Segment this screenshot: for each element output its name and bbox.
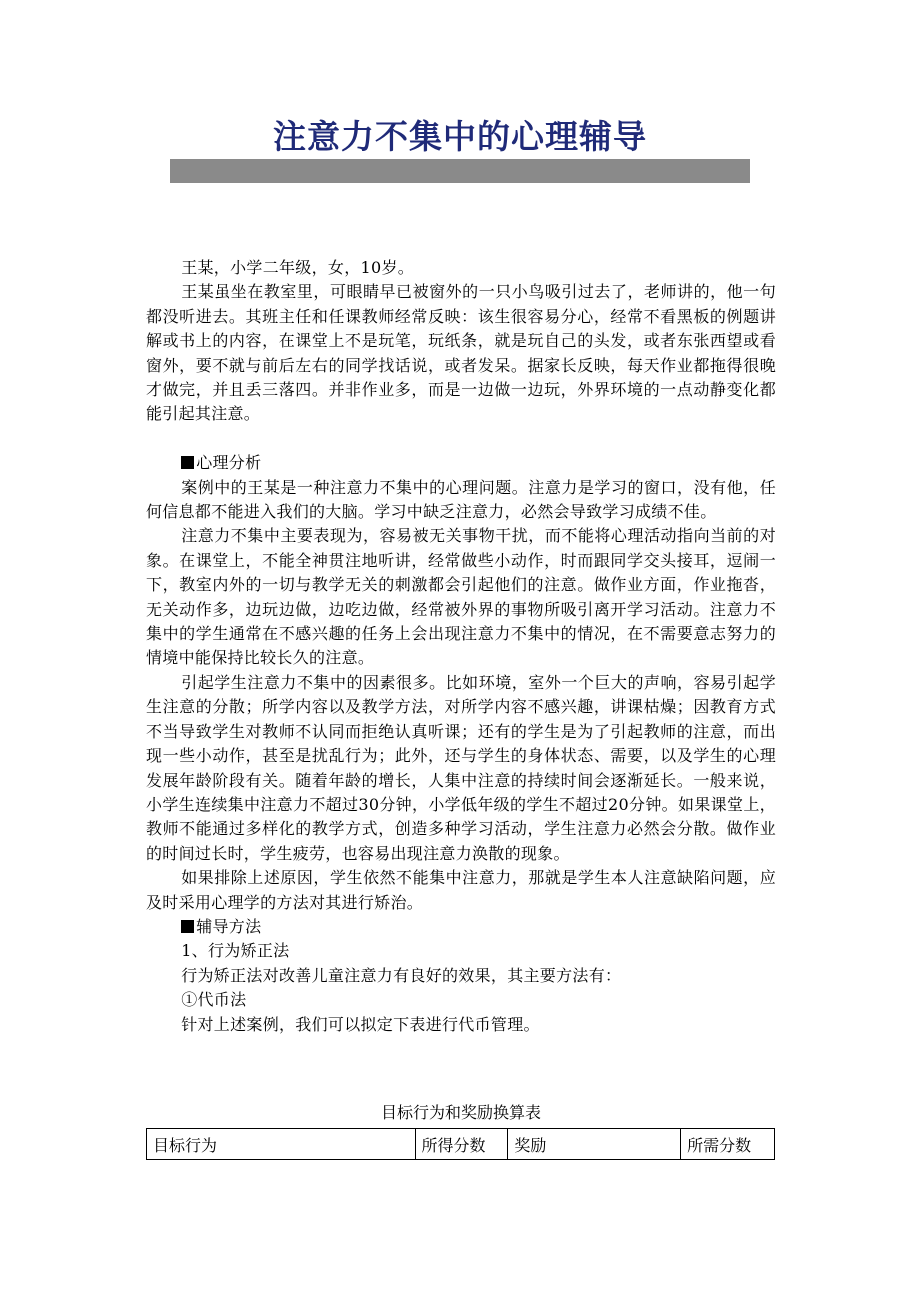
method-line: 针对上述案例，我们可以拟定下表进行代币管理。: [181, 1014, 540, 1034]
table-header-cell: 所得分数: [415, 1129, 508, 1160]
document-body: [146, 256, 776, 1037]
section-heading-method: [146, 915, 776, 939]
square-bullet-icon: [181, 456, 194, 469]
page-title: 注意力不集中的心理辅导: [273, 117, 647, 156]
analysis-paragraph: 案例中的王某是一种注意力不集中的心理问题。注意力是学习的窗口，没有他，任何信息都不能进入我们的大脑。学习中缺乏注意力，必然会导致学习成绩不佳。: [146, 477, 776, 522]
table-caption: 目标行为和奖励换算表: [380, 1103, 541, 1122]
case-description: 王某虽坐在教室里，可眼睛早已被窗外的一只小鸟吸引过去了，老师讲的，他一句都没听进去。其班主任和任课教师经常反映：该生很容易分心，经常不看黑板的例题讲解或书上的内容，在课堂上不是玩笔，玩纸条，就是玩自己的头发，或者东张西望或看窗外，要不就与前后左右的同学找话说，或者发呆。据家长反映，每天作业都拖得很晚才做完，并且丢三落四。并非作业多，而是一边做一边玩，外界环境的一点动静变化都能引起其注意。: [146, 282, 776, 424]
section-heading-text: 心理分析: [196, 453, 262, 473]
blank-line: [146, 427, 776, 451]
reward-table: [146, 1128, 775, 1160]
method-line: ①代币法: [181, 990, 247, 1010]
method-line: 行为矫正法对改善儿童注意力有良好的效果，其主要方法有：: [181, 965, 622, 985]
analysis-paragraph: 注意力不集中主要表现为，容易被无关事物干扰，而不能将心理活动指向当前的对象。在课堂上，不能全神贯注地听讲，经常做些小动作，时而跟同学交头接耳，逗闹一下，教室内外的一切与教学无关的刺激都会引起他们的注意。做作业方面，作业拖沓，无关动作多，边玩边做，边吃边做，经常被外界的事物所吸引离开学习活动。注意力不集中的学生通常在不感兴趣的任务上会出现注意力不集中的情况，在不需要意志努力的情境中能保持比较长久的注意。: [146, 526, 776, 668]
square-bullet-icon: [181, 920, 194, 933]
method-line: 1、行为矫正法: [181, 941, 290, 961]
section-heading-text: 辅导方法: [196, 916, 262, 936]
table-header-cell: 奖励: [508, 1129, 681, 1160]
title-divider-bar: [170, 159, 750, 183]
table-header-cell: 目标行为: [147, 1129, 416, 1160]
analysis-paragraph: 如果排除上述原因，学生依然不能集中注意力，那就是学生本人注意缺陷问题，应及时采用心理学的方法对其进行矫治。: [146, 868, 776, 912]
table-header-cell: 所需分数: [681, 1129, 775, 1160]
case-info: 王某，小学二年级，女，10岁。: [181, 258, 415, 277]
analysis-paragraph: 引起学生注意力不集中的因素很多。比如环境，室外一个巨大的声响，容易引起学生注意的分散；所学内容以及教学方法，对所学内容不感兴趣，讲课枯燥；因教育方式不当导致学生对教师不认同而拒绝认真听课；还有的学生是为了引起教师的注意，而出现一些小动作，甚至是扰乱行为；此外，还与学生的身体状态、需要，以及学生的心理发展年龄阶段有关。随着年龄的增长，人集中注意的持续时间会逐渐延长。一般来说，小学生连续集中注意力不超过30分钟，小学低年级的学生不超过20分钟。如果课堂上，教师不能通过多样化的教学方式，创造多种学习活动，学生注意力必然会分散。做作业的时间过长时，学生疲劳，也容易出现注意力涣散的现象。: [146, 672, 776, 863]
table-header-row: [147, 1129, 775, 1160]
section-heading-analysis: [146, 451, 776, 475]
